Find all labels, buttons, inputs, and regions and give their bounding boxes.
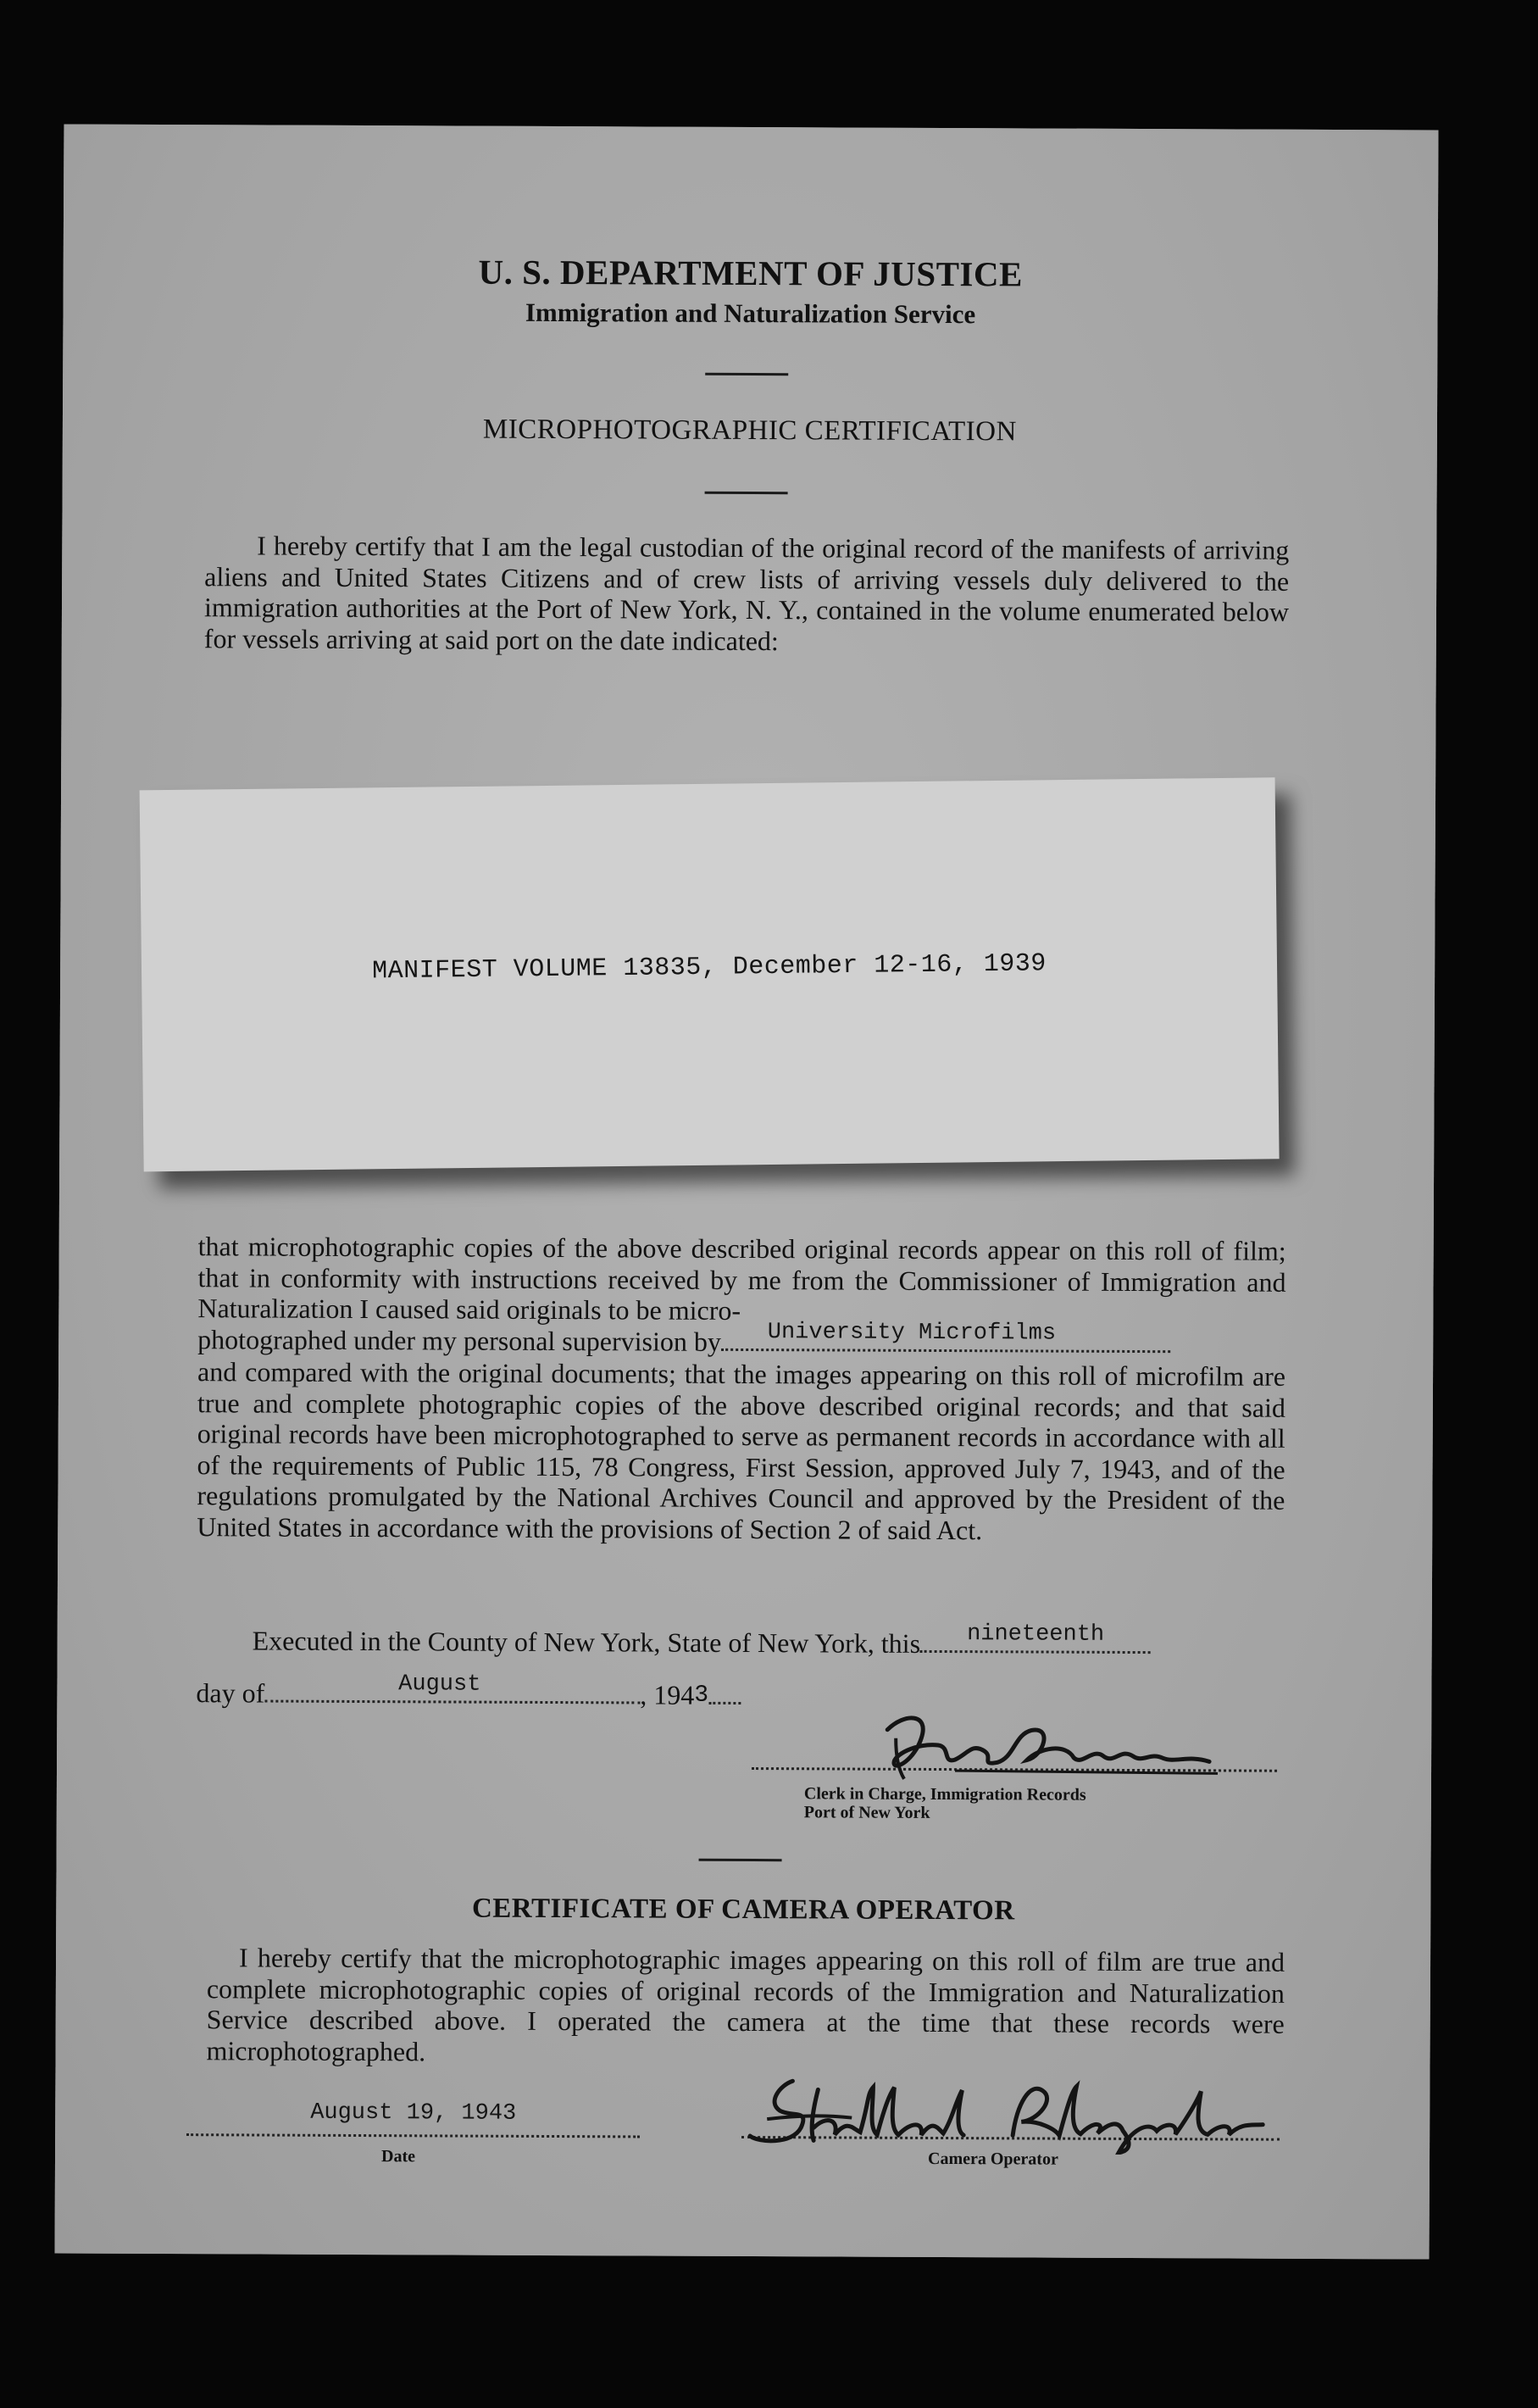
camera-operator-signature: [733, 2068, 1275, 2155]
year-prefix: , 194: [640, 1679, 695, 1710]
supervision-field: [721, 1320, 1170, 1353]
camera-paragraph: I hereby certify that the microphotographic images appearing on this roll of film are true and complete microphotographic copies of original records of the Immigration and Naturalization Service described above. I operated the camera at the time that these records were microphotographed.: [206, 1942, 1285, 2066]
service-subtitle: Immigration and Naturalization Service: [525, 297, 976, 330]
certificate-page: [55, 124, 1439, 2259]
date-label: Date: [380, 2147, 416, 2166]
camera-operator-heading: CERTIFICATE OF CAMERA OPERATOR: [471, 1893, 1015, 1927]
intro-paragraph: I hereby certify that I am the legal custodian of the original record of the manifests of arriving aliens and United States Citizens and of crew lists of arriving vessels duly delivered to the immigration authorities at the Port of New York, N. Y., contained in the volume enumerated below for vessels arriving at said port on the date indicated:: [203, 530, 1290, 656]
clerk-title-line-1: Clerk in Charge, Immigration Records: [803, 1784, 1086, 1805]
certification-heading: MICROPHOTOGRAPHIC CERTIFICATION: [482, 414, 1017, 448]
supervision-prefix: photographed under my personal supervision by: [197, 1324, 721, 1357]
supervision-by-value: University Microfilms: [767, 1320, 1057, 1347]
body-paragraph-2: and compared with the original documents; that the images appearing on this roll of microfilm are true and complete photographic copies of the above described original records; and that said original records have been microphotographed to serve as permanent records in accordance with all of the requirements of Public 115, 78 Congress, First Session, approved July 7, 1943, and of the regulations promulgated by the National Archives Council and approved by the President of the United States in accordance with the provisions of Section 2 of said Act.: [197, 1356, 1286, 1545]
day-of-prefix: day of: [196, 1677, 265, 1709]
camera-date-value: August 19, 1943: [310, 2099, 517, 2127]
executed-line: [252, 1621, 1152, 1660]
executed-day-value: nineteenth: [967, 1621, 1105, 1648]
clerk-title-line-2: Port of New York: [803, 1803, 930, 1822]
volume-label-card: [140, 777, 1280, 1171]
date-line: [186, 2133, 640, 2138]
volume-label: MANIFEST VOLUME 13835, December 12-16, 1939: [372, 949, 1047, 987]
supervision-line: [197, 1320, 1170, 1360]
day-of-line: [196, 1671, 741, 1712]
executed-prefix: Executed in the County of New York, State of New York, this: [252, 1625, 921, 1659]
executed-month-value: August: [398, 1671, 481, 1698]
divider-rule: [705, 492, 788, 494]
divider-rule: [699, 1859, 782, 1861]
clerk-signature: [870, 1705, 1226, 1791]
divider-rule: [705, 373, 788, 375]
department-title: U. S. DEPARTMENT OF JUSTICE: [478, 252, 1023, 294]
body-paragraph-1: that microphotographic copies of the above described original records appear on this roll of film; that in conformity with instructions received by me from the Commissioner of Immigration and Naturalization I caused said originals to be micro-: [197, 1231, 1286, 1326]
year-dots: [708, 1682, 741, 1705]
executed-day-field: [920, 1621, 1151, 1654]
year-digit: 3: [694, 1682, 709, 1709]
camera-operator-label: Camera Operator: [927, 2149, 1058, 2169]
executed-month-field: [264, 1671, 640, 1705]
